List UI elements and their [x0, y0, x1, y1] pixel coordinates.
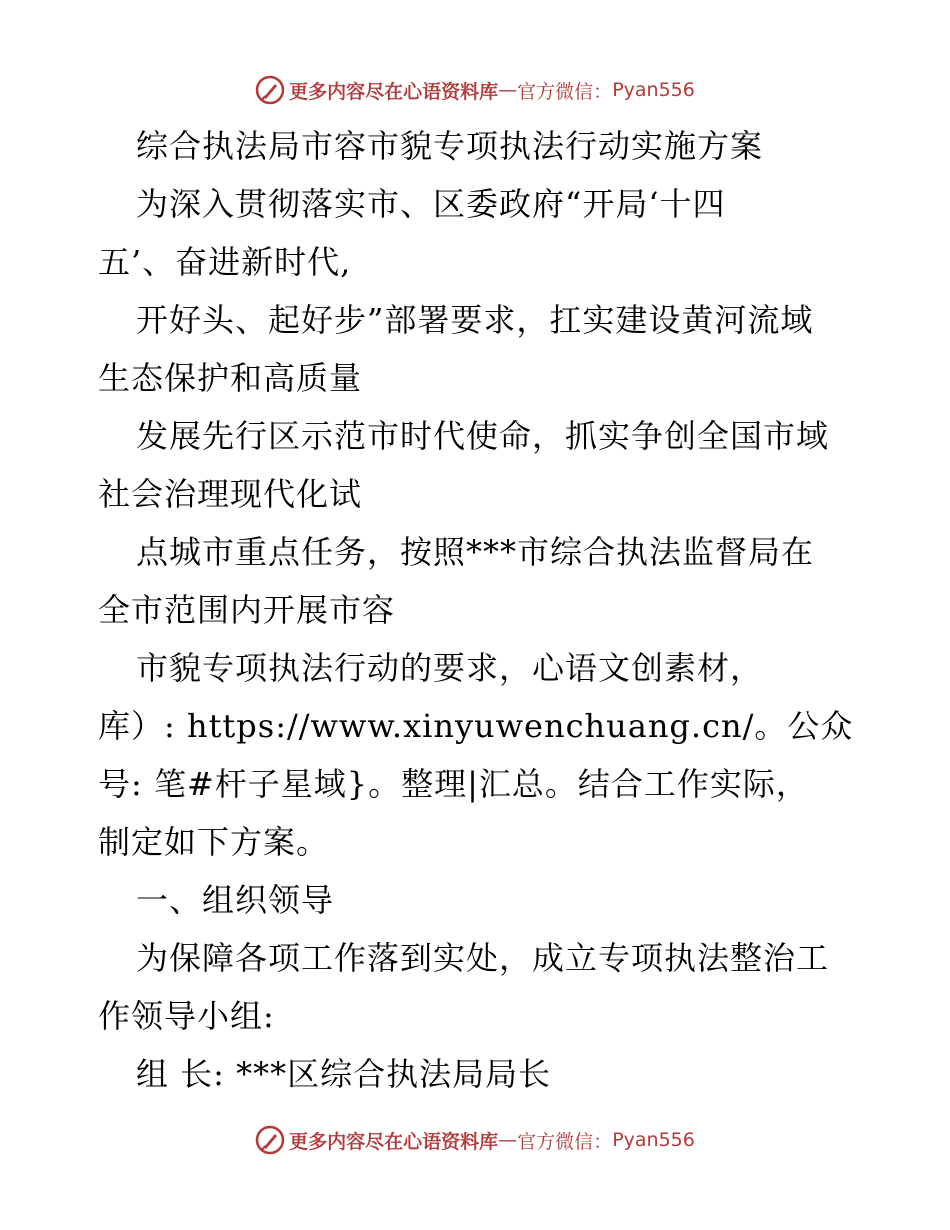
paragraph-line: 制定如下方案。: [98, 823, 330, 861]
watermark-handle: Pyan556: [612, 79, 695, 101]
paragraph-line: 五’、奋进新时代,: [98, 243, 352, 281]
section-heading: 一、组织领导: [136, 881, 335, 919]
paragraph-line: 全市范围内开展市容: [98, 591, 396, 629]
quill-logo-icon: [255, 75, 285, 105]
paragraph-line: 社会治理现代化试: [98, 475, 363, 513]
quill-logo-icon: [255, 1125, 285, 1155]
paragraph-line: 号: 笔#杆子星域}。整理|汇总。结合工作实际，: [98, 765, 809, 803]
watermark-dash: —: [498, 1129, 518, 1151]
paragraph-line: 组 长: ***区综合执法局局长: [136, 1055, 552, 1093]
paragraph-line: 开好头、起好步”部署要求，扛实建设黄河流域: [136, 301, 814, 339]
watermark-brand: 更多内容尽在心语资料库: [289, 1130, 499, 1153]
watermark-dash: —: [498, 79, 518, 101]
watermark-tail: 官方微信：: [517, 1130, 613, 1153]
paragraph-line: 发展先行区示范市时代使命，抓实争创全国市域: [136, 417, 830, 455]
watermark-banner-top: [0, 70, 950, 110]
paragraph-line: 作领导小组:: [98, 997, 275, 1035]
paragraph-line: 库）: https://www.xinyuwenchuang.cn/。公众: [98, 707, 854, 745]
document-title: 综合执法局市容市貌专项执法行动实施方案: [136, 127, 764, 165]
paragraph-line: 点城市重点任务，按照***市综合执法监督局在: [136, 533, 815, 571]
paragraph-line: 生态保护和高质量: [98, 359, 363, 397]
watermark-banner-bottom: [0, 1120, 950, 1160]
watermark-handle: Pyan556: [612, 1129, 695, 1151]
watermark-brand: 更多内容尽在心语资料库: [289, 80, 499, 103]
paragraph-line: 市貌专项执法行动的要求，心语文创素材，: [136, 649, 764, 687]
watermark-tail: 官方微信：: [517, 80, 613, 103]
paragraph-line: 为保障各项工作落到实处，成立专项执法整治工: [136, 939, 830, 977]
paragraph-line: 为深入贯彻落实市、区委政府“开局‘十四: [136, 185, 726, 223]
